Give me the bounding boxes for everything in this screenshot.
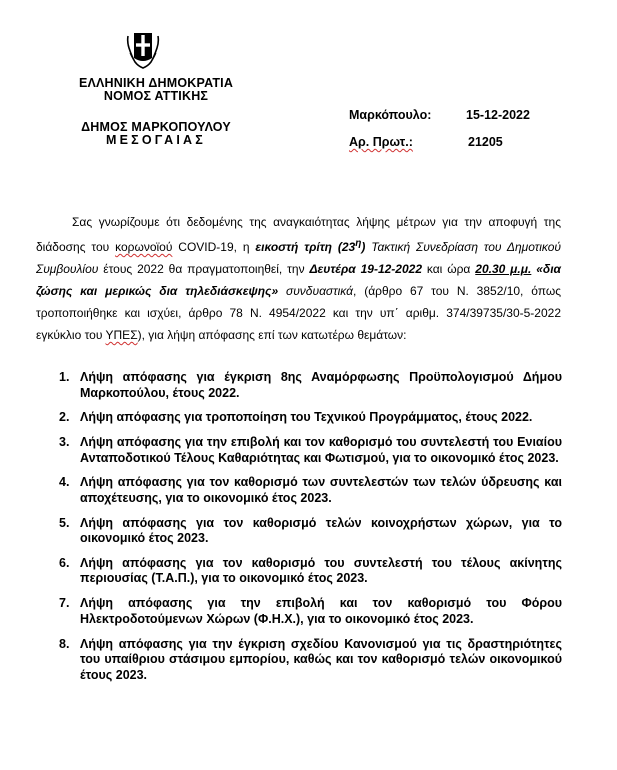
header-line-municipality: ΔΗΜΟΣ ΜΑΡΚΟΠΟΥΛΟΥ	[81, 120, 231, 134]
agenda-item-number: 1.	[59, 370, 70, 384]
agenda-item	[43, 410, 562, 426]
agenda-item-number: 7.	[59, 596, 70, 611]
agenda-item	[43, 435, 562, 466]
agenda-item-number: 2.	[59, 410, 70, 425]
agenda-item-number: 8.	[59, 636, 70, 651]
intro-text-1: Σας γνωρίζουμε ότι δεδομένης της αναγκαιότητας λήψης μέτρων για την αποφυγή της διάδοσης του	[36, 215, 561, 254]
agenda-item-number: 5.	[59, 515, 70, 530]
protocol-label: Αρ. Πρωτ.:	[349, 135, 413, 149]
intro-meeting-mode: «δια ζώσης και μερικώς δια τηλεδιάσκεψης»	[36, 262, 561, 298]
intro-session-type: Τακτική Συνεδρίαση του Δημοτικού Συμβουλίου	[36, 240, 562, 276]
document-date: 15-12-2022	[466, 108, 530, 122]
agenda-item	[43, 516, 562, 547]
place-label: Μαρκόπουλο:	[349, 108, 432, 122]
header-line-republic: ΕΛΛΗΝΙΚΗ ΔΗΜΟΚΡΑΤΙΑ	[78, 76, 234, 90]
greek-coat-of-arms-icon	[124, 29, 162, 71]
protocol-number: 21205	[468, 135, 503, 149]
intro-text-8: και ώρα	[422, 262, 476, 276]
agenda-item-text: Λήψη απόφασης για τον καθορισμό του συντελεστή του τέλους ακίνητης περιουσίας (Τ.Α.Π.), για το οικονομικό έτος 2023.	[80, 555, 562, 586]
intro-ministry-acronym: ΥΠΕΣ	[105, 328, 138, 342]
intro-session-ordinal: εικοστή τρίτη (23	[255, 240, 356, 254]
agenda-item-number: 4.	[59, 475, 70, 490]
intro-text-3: COVID-19, η	[172, 240, 256, 254]
agenda-item	[43, 556, 562, 587]
intro-paragraph	[36, 211, 561, 346]
header-line-prefecture: ΝΟΜΟΣ ΑΤΤΙΚΗΣ	[103, 89, 209, 103]
intro-legal-basis: , (άρθρο 67 του Ν. 3852/10, όπως τροποποιήθηκε και ισχύει, άρθρο 78 Ν. 4954/2022 και την υπ΄ αριθμ. 374/39735/30-5-2022 εγκύκλιο του	[36, 284, 561, 342]
agenda-item	[43, 637, 562, 684]
intro-meeting-time: 20.30 μ.μ.	[475, 262, 532, 276]
intro-session-ordinal-sup: η	[355, 238, 362, 249]
agenda-item-text: Λήψη απόφασης για τον καθορισμό των συντελεστών των τελών ύδρευσης και αποχέτευσης, για το οικονομικό έτος 2023.	[80, 475, 562, 505]
agenda-list	[43, 370, 562, 692]
intro-text-14: ), για λήψη απόφασης επί των κατωτέρω θεμάτων:	[137, 328, 407, 342]
agenda-item-text: Λήψη απόφασης για έγκριση 8ης Αναμόρφωσης Προϋπολογισμού Δήμου Μαρκοπούλου, έτους 2022.	[80, 370, 562, 400]
agenda-item-text: Λήψη απόφασης για την έγκριση σχεδίου Κανονισμού για τις δραστηριότητες του υπαίθριου στάσιμου εμπορίου, καθώς και τον καθορισμό τελών οικονομικού έτους 2023.	[80, 636, 562, 682]
intro-meeting-date: Δευτέρα 19-12-2022	[309, 262, 422, 276]
intro-meeting-mode-combined: συνδυαστικά	[278, 284, 354, 298]
issuer-header-state	[66, 77, 246, 103]
agenda-item-number: 6.	[59, 555, 70, 570]
intro-text-6: έτους 2022 θα πραγματοποιηθεί, την	[98, 262, 310, 276]
agenda-item	[43, 370, 562, 401]
issuer-header-municipality	[66, 121, 246, 147]
agenda-item-text: Λήψη απόφασης για την επιβολή και τον καθορισμό του συντελεστή του Ενιαίου Ανταποδοτικού Τέλους Καθαριότητας και Φωτισμού, για το οικονομικό έτος 2023.	[80, 435, 562, 465]
agenda-item-text: Λήψη απόφασης για τον καθορισμό τελών κοινοχρήστων χώρων, για το οικονομικό έτος 2023.	[80, 515, 562, 546]
header-line-mesogaia: ΜΕΣΟΓΑΙΑΣ	[106, 133, 206, 147]
intro-text-covid-word: κορωνοϊού	[115, 240, 173, 254]
agenda-item	[43, 596, 562, 627]
agenda-item-text: Λήψη απόφασης για την επιβολή και τον καθορισμό του Φόρου Ηλεκτροδοτούμενων Χώρων (Φ.Η.Χ.), για το οικονομικό έτος 2023.	[80, 596, 562, 626]
agenda-item	[43, 475, 562, 506]
agenda-item-text: Λήψη απόφασης για τροποποίηση του Τεχνικού Προγράμματος, έτους 2022.	[80, 410, 533, 425]
agenda-item-number: 3.	[59, 435, 70, 450]
intro-session-ordinal-close: )	[361, 240, 366, 254]
